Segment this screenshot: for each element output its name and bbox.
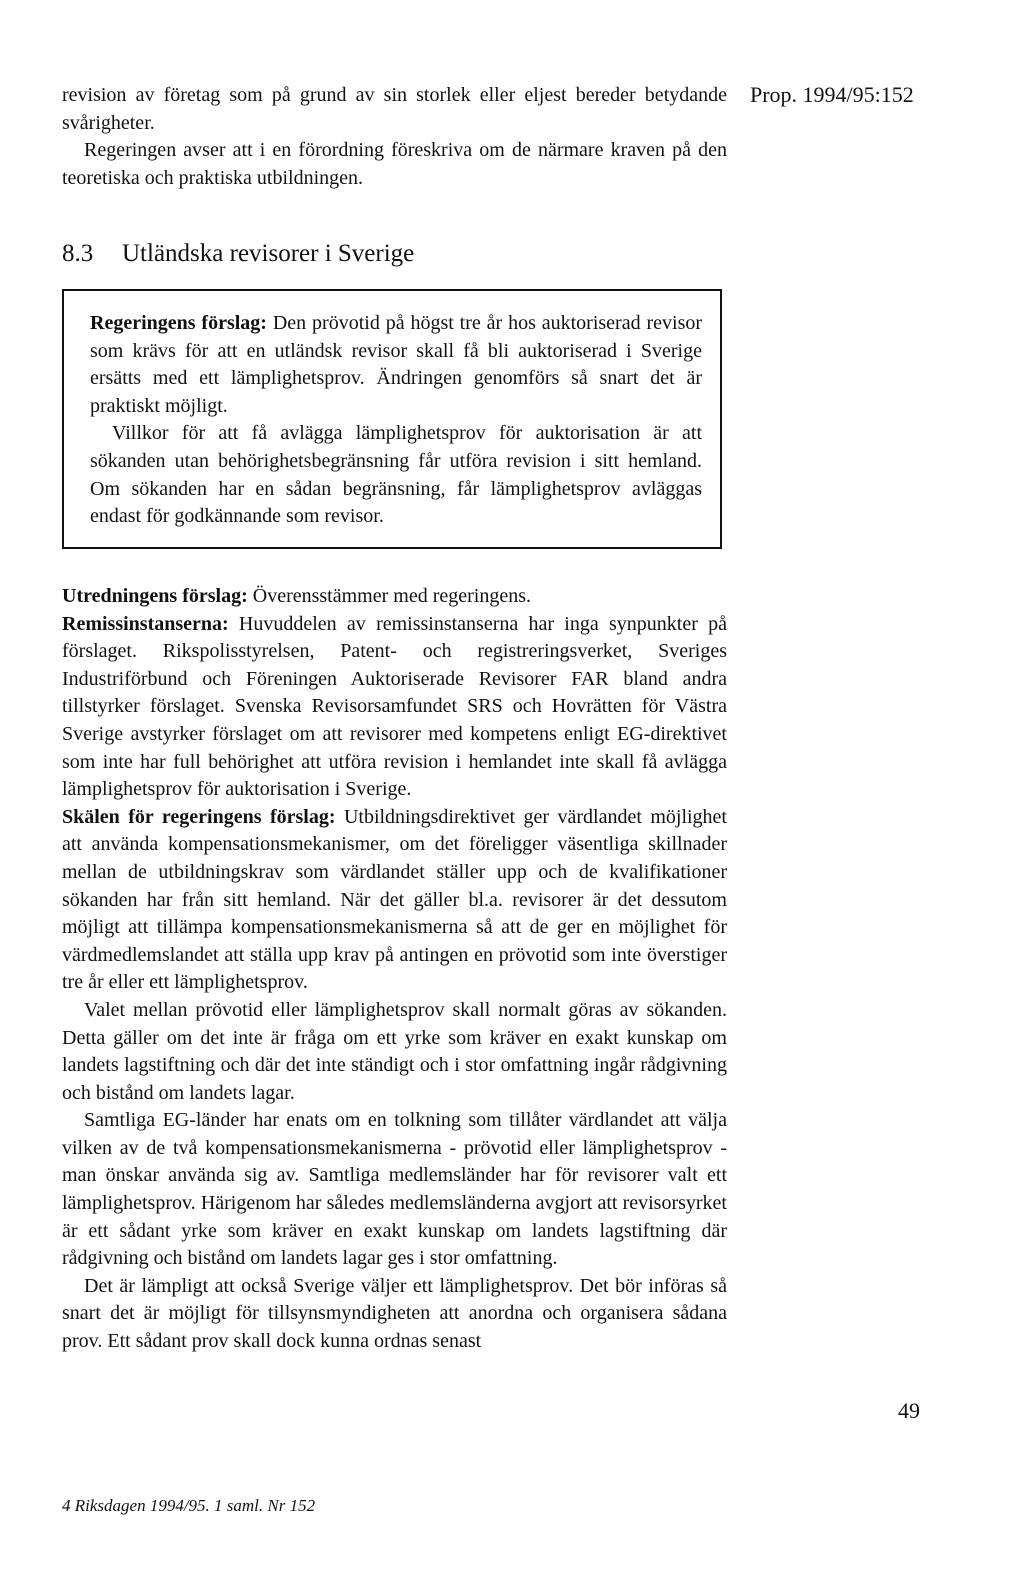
box-paragraph-1 <box>90 310 702 420</box>
samtliga-paragraph: Samtliga EG-länder har enats om en tolkning som tillåter värdlandet att välja vilken av de två kompensationsmekanismerna - prövotid eller lämplighetsprov - man önskar använda sig av. Samtliga medlemsländer har för revisorer valt ett lämplighetsprov. Härigenom har således medlemsländerna avgjort att revisorsyrket är ett sådant yrke som kräver en exakt kunskap om landets lagstiftning där rådgivning och bistånd om landets lagar ges i stor omfattning. <box>62 1109 727 1270</box>
utredningens-paragraph <box>62 583 727 611</box>
skalen-paragraph <box>62 804 727 997</box>
footer-signature: 4 Riksdagen 1994/95. 1 saml. Nr 152 <box>62 1496 316 1515</box>
box-label: Regeringens förslag: <box>90 312 267 334</box>
box-text-1: Den prövotid på högst tre år hos auktoriserad revisor som krävs för att en utländsk revisor skall få bli auktoriserad i Sverige ersätts med ett lämplighetsprov. Ändringen genomförs så snart det är praktiskt möjligt. <box>90 312 703 417</box>
section-heading <box>62 240 414 268</box>
skalen-label: Skälen för regeringens förslag: <box>62 805 336 828</box>
intro-paragraph-2: Regeringen avser att i en förordning föreskriva om de närmare kraven på den teoretiska och praktiska utbildningen. <box>62 139 727 189</box>
body-text <box>62 583 727 1356</box>
section-number: 8.3 <box>62 240 94 267</box>
remissinstanserna-label: Remissinstanserna: <box>62 612 229 635</box>
utredningens-text: Överensstämmer med regeringens. <box>247 585 531 607</box>
remissinstanserna-paragraph <box>62 611 727 804</box>
skalen-text: Utbildningsdirektivet ger värdlandet möjlighet att använda kompensationsmekanismer, om det föreligger väsentliga skillnader mellan de utbildningskrav som värdlandet ställer upp och de kvalifikationer sökanden har från sitt hemland. När det gäller bl.a. revisorer är det dessutom möjligt att tillämpa kompensationsmekanismerna så att de ger en möjlighet för värdmedlemslandet att ställa upp krav på antingen en prövotid som inte överstiger tre år eller ett lämplighetsprov. <box>62 805 727 994</box>
intro-text <box>62 82 727 192</box>
remissinstanserna-text: Huvuddelen av remissinstanserna har inga synpunkter på förslaget. Rikspolisstyrelsen, Patent- och registreringsverket, Sveriges Industriförbund och Föreningen Auktoriserade Revisorer FAR bland andra tillstyrker förslaget. Svenska Revisorsamfundet SRS och Hovrätten för Västra Sverige avstyrker förslaget om att revisorer med kompetens enligt EG-direktivet som inte har full behörighet att utföra revision i hemlandet inte skall få avlägga lämplighetsprov för auktorisation i Sverige. <box>62 612 727 801</box>
box-paragraph-2: Villkor för att få avlägga lämplighetsprov för auktorisation är att sökanden utan behörighetsbegränsning får utföra revision i sitt hemland. Om sökanden har en sådan begränsning, får lämplighetsprov avläggas endast för godkännande som revisor. <box>90 422 702 528</box>
utredningens-label: Utredningens förslag: <box>62 585 248 607</box>
page-number: 49 <box>898 1398 920 1423</box>
section-title: Utländska revisorer i Sverige <box>122 240 415 267</box>
proposition-reference: Prop. 1994/95:152 <box>750 82 914 107</box>
proposal-box <box>62 289 722 549</box>
det-paragraph: Det är lämpligt att också Sverige väljer ett lämplighetsprov. Det bör införas så snart det är möjligt för tillsynsmyndigheten att anordna och organisera sådana prov. Ett sådant prov skall dock kunna ordnas senast <box>62 1274 727 1353</box>
intro-paragraph-1: revision av företag som på grund av sin storlek eller eljest bereder betydande svårigheter. <box>62 84 727 134</box>
valet-paragraph: Valet mellan prövotid eller lämplighetsprov skall normalt göras av sökanden. Detta gäller om det inte är fråga om ett yrke som kräver en exakt kunskap om landets lagstiftning och där det inte ständigt och i stor omfattning ingår rådgivning och bistånd om landets lagar. <box>62 998 727 1104</box>
